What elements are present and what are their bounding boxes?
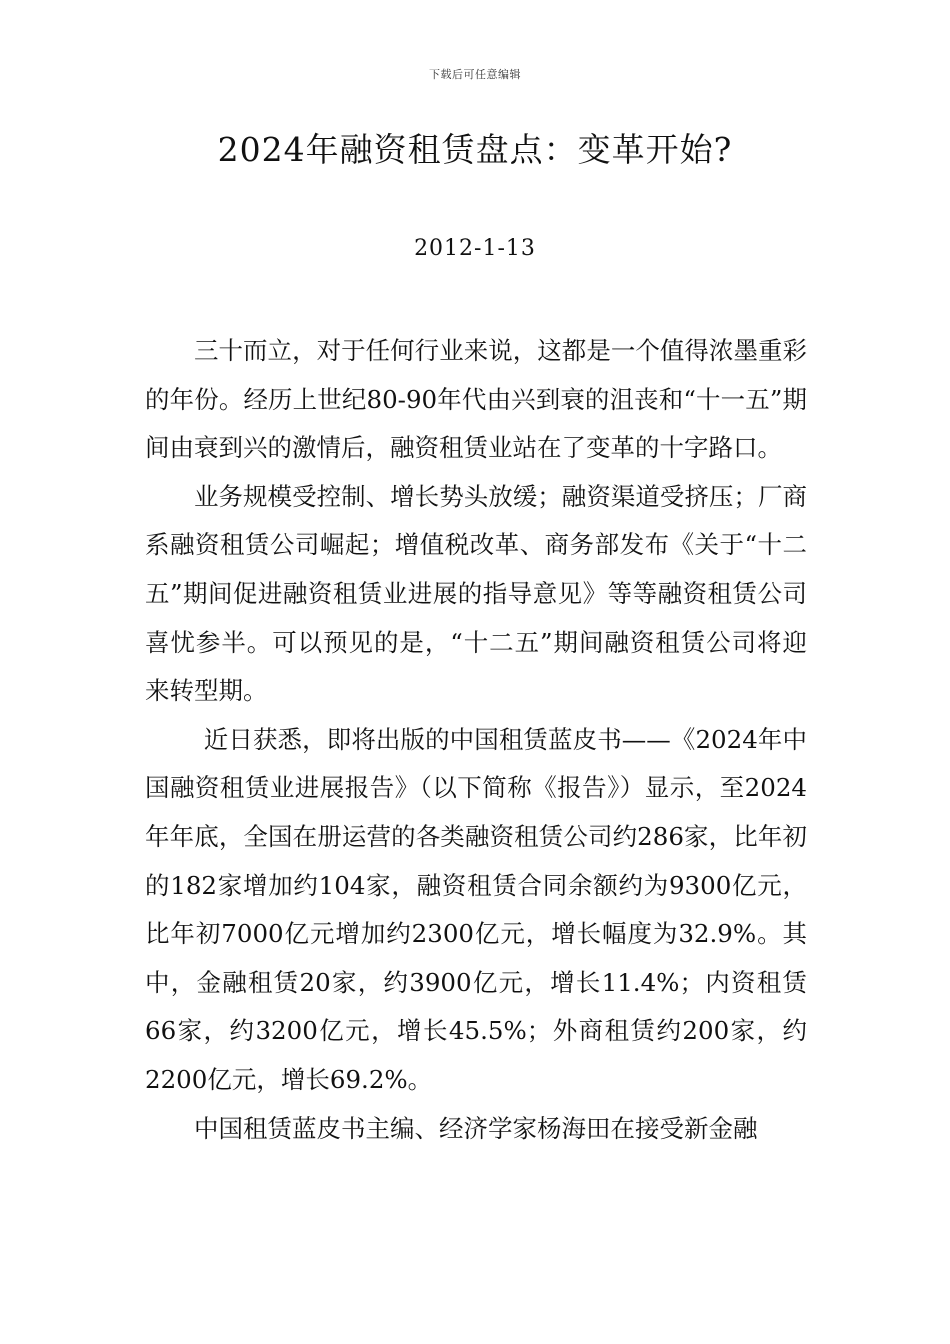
paragraph: 近日获悉，即将出版的中国租赁蓝皮书——《2024年中国融资租赁业进展报告》（以下简称《报告》）显示，至2024年年底，全国在册运营的各类融资租赁公司约286家，比年初的182家增加约104家，融资租赁合同余额约为9300亿元，比年初7000亿元增加约2300亿元，增长幅度为32.9%。其中，金融租赁20家，约3900亿元，增长11.4%；内资租赁66家，约3200亿元，增长45.5%；外商租赁约200家，约2200亿元，增长69.2%。 <box>145 724 807 1094</box>
document-title: 2024年融资租赁盘点：变革开始? <box>217 130 733 169</box>
document-date: 2012-1-13 <box>414 236 536 261</box>
paragraph: 业务规模受控制、增长势头放缓；融资渠道受挤压；厂商系融资租赁公司崛起；增值税改革、商务部发布《关于“十二五”期间促进融资租赁业进展的指导意见》等等融资租赁公司喜忧参半。可以预见的是，“十二五”期间融资租赁公司将迎来转型期。 <box>145 481 807 706</box>
document-body <box>145 327 807 1153</box>
paragraph: 三十而立，对于任何行业来说，这都是一个值得浓墨重彩的年份。经历上世纪80-90年代由兴到衰的沮丧和“十一五”期间由衰到兴的激情后，融资租赁业站在了变革的十字路口。 <box>145 336 807 463</box>
header-note: 下载后可任意编辑 <box>429 68 521 81</box>
paragraph: 中国租赁蓝皮书主编、经济学家杨海田在接受新金融 <box>194 1113 758 1143</box>
